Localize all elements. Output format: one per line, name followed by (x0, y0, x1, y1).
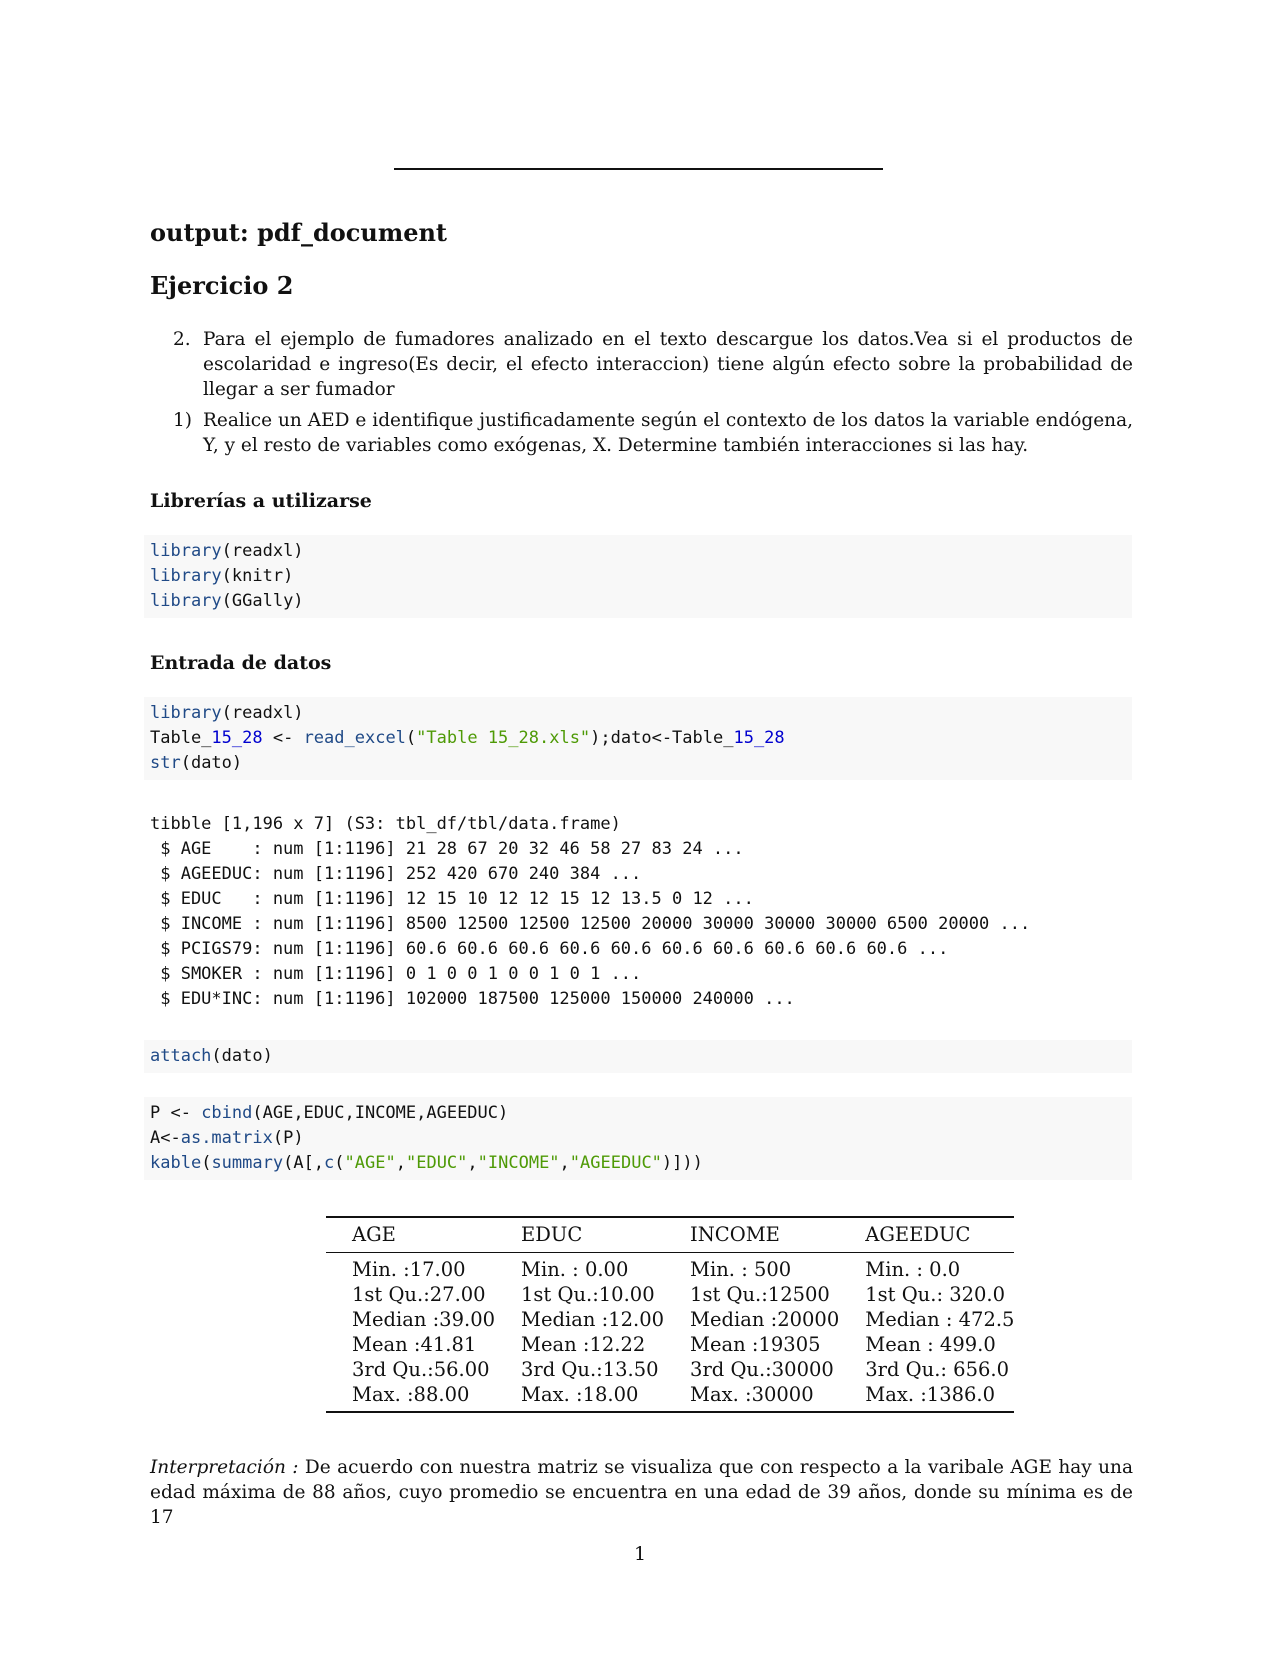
output-line: $ EDU*INC: num [1:1196] 102000 187500 125000 150000 240000 ... (150, 989, 795, 1009)
code-line: P <- cbind(AGE,EDUC,INCOME,AGEEDUC) (150, 1103, 509, 1123)
code-line: kable(summary(A[,c("AGE","EDUC","INCOME","AGEEDUC")])) (150, 1153, 703, 1173)
column-header: AGEEDUC (839, 1217, 1014, 1253)
interpretation-text: De acuerdo con nuestra matriz se visualiza que con respecto a la varibale AGE hay una edad máxima de 88 años, cuyo promedio se encuentra en una edad de 39 años, donde su mínima es de 17 (150, 1457, 1134, 1528)
interpretation-paragraph (150, 1455, 1133, 1530)
table-row (326, 1357, 1014, 1382)
item-2-marker: 2. (173, 329, 191, 350)
output-line: $ AGE : num [1:1196] 21 28 67 20 32 46 58 27 83 24 ... (150, 839, 744, 859)
table-cell: Median :39.00 (352, 1308, 496, 1331)
table-cell: Median :12.00 (521, 1308, 665, 1331)
str-output (150, 812, 1030, 1012)
table-cell: Min. : 0.00 (521, 1258, 629, 1281)
table-cell: Min. : 500 (690, 1258, 792, 1281)
code-line: A<-as.matrix(P) (150, 1128, 304, 1148)
table-cell: Median :20000 (690, 1308, 840, 1331)
code-block-attach (144, 1040, 1132, 1073)
table-cell: Min. : 0.0 (865, 1258, 961, 1281)
table-cell: Max. :1386.0 (839, 1382, 1014, 1412)
table-row (326, 1282, 1014, 1307)
output-line: $ SMOKER : num [1:1196] 0 1 0 0 1 0 0 1 0 1 ... (150, 964, 642, 984)
code-line: library(readxl) (150, 703, 304, 723)
output-line: $ EDUC : num [1:1196] 12 15 10 12 12 15 12 13.5 0 12 ... (150, 889, 754, 909)
table-cell: 3rd Qu.:13.50 (521, 1358, 659, 1381)
output-line: $ AGEEDUC: num [1:1196] 252 420 670 240 384 ... (150, 864, 642, 884)
table-cell: Mean :41.81 (352, 1333, 477, 1356)
table-cell: Median : 472.5 (865, 1308, 1015, 1331)
item-1-marker: 1) (173, 410, 192, 431)
table-cell: 3rd Qu.: 656.0 (865, 1358, 1009, 1381)
interpretation-label: Interpretación : (150, 1457, 299, 1478)
data-entry-heading: Entrada de datos (150, 652, 332, 674)
output-line: $ INCOME : num [1:1196] 8500 12500 12500 12500 20000 30000 30000 30000 6500 20000 ... (150, 914, 1031, 934)
code-line: str(dato) (150, 753, 243, 773)
code-block-matrix (144, 1097, 1132, 1180)
section-title: Ejercicio 2 (150, 271, 294, 300)
libraries-heading: Librerías a utilizarse (150, 490, 372, 512)
code-line: library(knitr) (150, 566, 294, 586)
code-block-libraries (144, 535, 1132, 618)
code-line: Table_15_28 <- read_excel("Table 15_28.xls");dato<-Table_15_28 (150, 728, 785, 748)
output-line: tibble [1,196 x 7] (S3: tbl_df/tbl/data.frame) (150, 814, 621, 834)
table-cell: Mean :19305 (690, 1333, 821, 1356)
item-1-text: Realice un AED e identifique justificadamente según el contexto de los datos la variable endógena, Y, y el resto de variables como exógenas, X. Determine también interacciones si las hay. (203, 410, 1133, 456)
table-cell: 3rd Qu.:56.00 (352, 1358, 490, 1381)
code-line: library(readxl) (150, 541, 304, 561)
item-2 (173, 327, 1133, 402)
table-header-row (326, 1217, 1014, 1253)
table-row (326, 1382, 1014, 1412)
column-header: EDUC (495, 1217, 664, 1253)
title-rule (394, 168, 883, 170)
summary-table (326, 1216, 1014, 1413)
output-heading: output: pdf_document (150, 218, 448, 247)
table-cell: Mean : 499.0 (865, 1333, 996, 1356)
table-cell: Max. :88.00 (326, 1382, 495, 1412)
table-cell: 1st Qu.:12500 (690, 1283, 830, 1306)
column-header: INCOME (664, 1217, 839, 1253)
page-number: 1 (633, 1543, 647, 1565)
table-cell: Mean :12.22 (521, 1333, 646, 1356)
item-1 (173, 408, 1133, 458)
code-line: library(GGally) (150, 591, 304, 611)
table-row (326, 1253, 1014, 1283)
table-cell: Max. :30000 (664, 1382, 839, 1412)
table-cell: 1st Qu.:10.00 (521, 1283, 655, 1306)
table-cell: 3rd Qu.:30000 (690, 1358, 834, 1381)
item-2-text: Para el ejemplo de fumadores analizado en el texto descargue los datos.Vea si el productos de escolaridad e ingreso(Es decir, el efecto interaccion) tiene algún efecto sobre la probabilidad de llegar a ser fumador (203, 329, 1133, 400)
table-cell: 1st Qu.:27.00 (352, 1283, 486, 1306)
code-block-data (144, 697, 1132, 780)
output-line: $ PCIGS79: num [1:1196] 60.6 60.6 60.6 60.6 60.6 60.6 60.6 60.6 60.6 60.6 ... (150, 939, 949, 959)
table-cell: Min. :17.00 (352, 1258, 466, 1281)
table-row (326, 1332, 1014, 1357)
table-row (326, 1307, 1014, 1332)
table-cell: Max. :18.00 (495, 1382, 664, 1412)
code-line: attach(dato) (150, 1046, 273, 1066)
table-cell: 1st Qu.: 320.0 (865, 1283, 1006, 1306)
column-header: AGE (326, 1217, 495, 1253)
